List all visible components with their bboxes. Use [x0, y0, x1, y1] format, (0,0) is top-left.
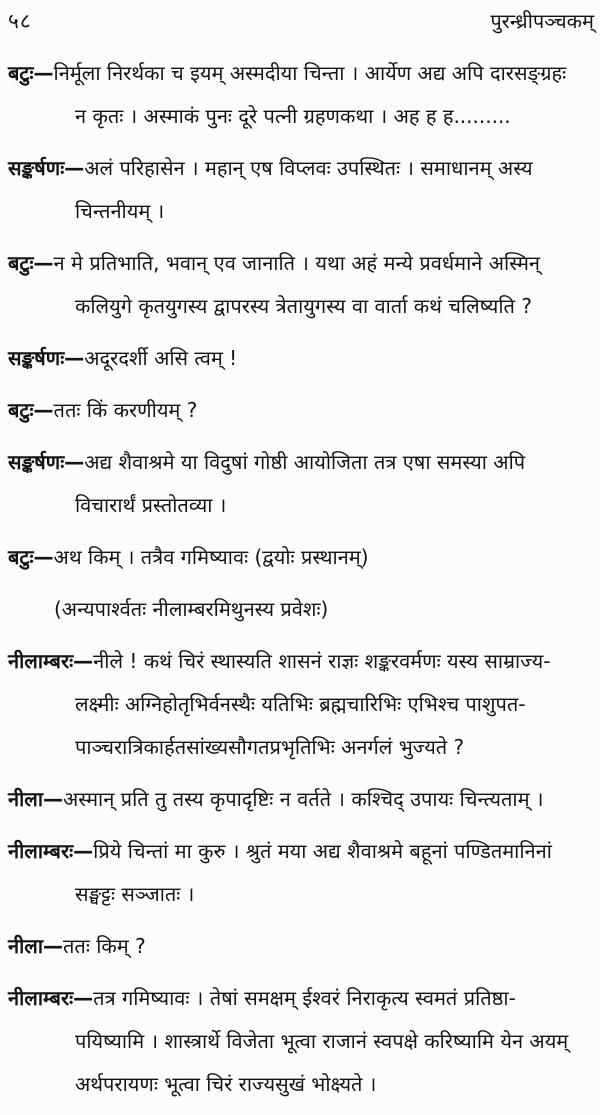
speaker-dash: — [33, 398, 54, 422]
stage-direction [8, 588, 594, 631]
speaker-name: सङ्कर्षणः [8, 156, 65, 180]
text-line [8, 190, 594, 233]
dialogue-text: न कृतः । अस्माकं पुनः दूरे पत्नी ग्रहणकथा । अह ह ह......... [75, 104, 511, 128]
dialogue-text: पाञ्चरात्रिकार्हतसांख्यसौगतप्रभृतिभिः अनर्गलं भुज्यते ? [75, 735, 465, 759]
dialogue-text: अदूरदर्शी असि त्वम् ! [84, 346, 238, 370]
speaker-dash: — [64, 156, 85, 180]
text-line [8, 1063, 594, 1106]
dialogue-paragraph [8, 778, 594, 821]
speaker-name: सङ्कर्षणः [8, 346, 65, 370]
text-line [8, 337, 594, 380]
dialogue-paragraph [8, 147, 594, 233]
dialogue-text: चिन्तनीयम् । [75, 199, 165, 223]
speaker-name: बटुः [8, 545, 34, 569]
speaker-dash: — [64, 450, 85, 474]
dialogue-text: पयिष्यामि । शास्त्रार्थे विजेता भूत्वा राजानं स्वपक्षे करिष्यामि येन अयम् [75, 1029, 569, 1053]
text-line [8, 830, 594, 873]
text-line [8, 95, 594, 138]
speaker-dash: — [73, 649, 94, 673]
dialogue-text: न मे प्रतिभाति, भवान् एव जानाति । यथा अहं मन्ये प्रवर्धमाने अस्मिन् [53, 251, 541, 275]
text-line [8, 147, 594, 190]
dialogue-paragraph [8, 925, 594, 968]
dialogue-text: अस्मान् प्रति तु तस्य कृपादृष्टिः न वर्तते । कश्चिद् उपायः चिन्त्यताम् । [63, 787, 544, 811]
text-line [8, 389, 594, 432]
dialogue-text: अर्थपरायणः भूत्वा चिरं राज्यसुखं भोक्ष्यते । [75, 1072, 377, 1096]
speaker-dash: — [33, 61, 54, 85]
speaker-dash: — [43, 934, 64, 958]
text-line [8, 285, 594, 328]
text-line [8, 640, 594, 683]
text-line [8, 778, 594, 821]
dialogue-text: ततः किं करणीयम् ? [53, 398, 198, 422]
text-line [8, 242, 594, 285]
speaker-dash: — [43, 787, 64, 811]
dialogue-text: तत्र गमिष्यावः । तेषां समक्षम् ईश्वरं निराकृत्य स्वमतं प्रतिष्ठा- [93, 986, 516, 1010]
speaker-dash: — [73, 986, 94, 1010]
speaker-name: नीला [8, 934, 44, 958]
dialogue-paragraph [8, 441, 594, 527]
text-line [8, 683, 594, 726]
stage-text: (अन्यपार्श्वतः नीलाम्बरमिथुनस्य प्रवेशः) [54, 597, 329, 621]
dialogue-paragraph [8, 337, 594, 380]
speaker-dash: — [33, 545, 54, 569]
speaker-name: नीलाम्बरः [8, 649, 74, 673]
dialogue-paragraph [8, 640, 594, 769]
speaker-dash: — [33, 251, 54, 275]
dialogue-text: विचारार्थं प्रस्तोतव्या । [75, 493, 227, 517]
dialogue-text: सङ्घट्टः सञ्जातः । [75, 882, 195, 906]
speaker-dash: — [73, 839, 94, 863]
dialogue-text: लक्ष्मीः अग्निहोतृभिर्वनस्थैः यतिभिः ब्रह्मचारिभिः एभिश्च पाशुपत- [75, 692, 526, 716]
speaker-name: बटुः [8, 398, 34, 422]
text-line [8, 1020, 594, 1063]
speaker-name: नीला [8, 787, 44, 811]
dialogue-paragraph [8, 242, 594, 328]
dialogue-text: अथ किम् । तत्रैव गमिष्यावः (द्वयोः प्रस्थानम्) [53, 545, 369, 569]
dialogue-text: अलं परिहासेन । महान् एष विप्लवः उपस्थितः । समाधानम् अस्य [84, 156, 533, 180]
running-title: पुरन्ध्रीपञ्चकम् [490, 9, 594, 33]
text-line [8, 726, 594, 769]
dialogue-text: ततः किम् ? [63, 934, 146, 958]
speaker-name: नीलाम्बरः [8, 986, 74, 1010]
dialogue-text: अद्य शैवाश्रमे या विदुषां गोष्ठी आयोजिता तत्र एषा समस्या अपि [84, 450, 526, 474]
text-line [8, 977, 594, 1020]
speaker-name: बटुः [8, 61, 34, 85]
text-line [8, 484, 594, 527]
dialogue-text: प्रिये चिन्तां मा कुरु । श्रुतं मया अद्य शैवाश्रमे बहूनां पण्डितमानिनां [93, 839, 552, 863]
text-line [8, 588, 594, 631]
text-line [8, 925, 594, 968]
dialogue-body [8, 52, 594, 1106]
page-header [8, 6, 594, 36]
dialogue-paragraph [8, 52, 594, 138]
text-line [8, 441, 594, 484]
speaker-name: नीलाम्बरः [8, 839, 74, 863]
page-number: ५८ [8, 9, 32, 33]
dialogue-paragraph [8, 389, 594, 432]
dialogue-text: कलियुगे कृतयुगस्य द्वापरस्य त्रेतायुगस्य वा वार्ता कथं चलिष्यति ? [75, 294, 532, 318]
dialogue-paragraph [8, 977, 594, 1106]
text-line [8, 536, 594, 579]
dialogue-paragraph [8, 830, 594, 916]
text-line [8, 52, 594, 95]
speaker-name: सङ्कर्षणः [8, 450, 65, 474]
text-line [8, 873, 594, 916]
dialogue-paragraph [8, 536, 594, 579]
speaker-dash: — [64, 346, 85, 370]
dialogue-text: नीले ! कथं चिरं स्थास्यति शासनं राज्ञः शङ्करवर्मणः यस्य साम्राज्य- [93, 649, 551, 673]
speaker-name: बटुः [8, 251, 34, 275]
dialogue-text: निर्मूला निरर्थका च इयम् अस्मदीया चिन्ता । आर्येण अद्य अपि दारसङ्ग्रहः [53, 61, 567, 85]
